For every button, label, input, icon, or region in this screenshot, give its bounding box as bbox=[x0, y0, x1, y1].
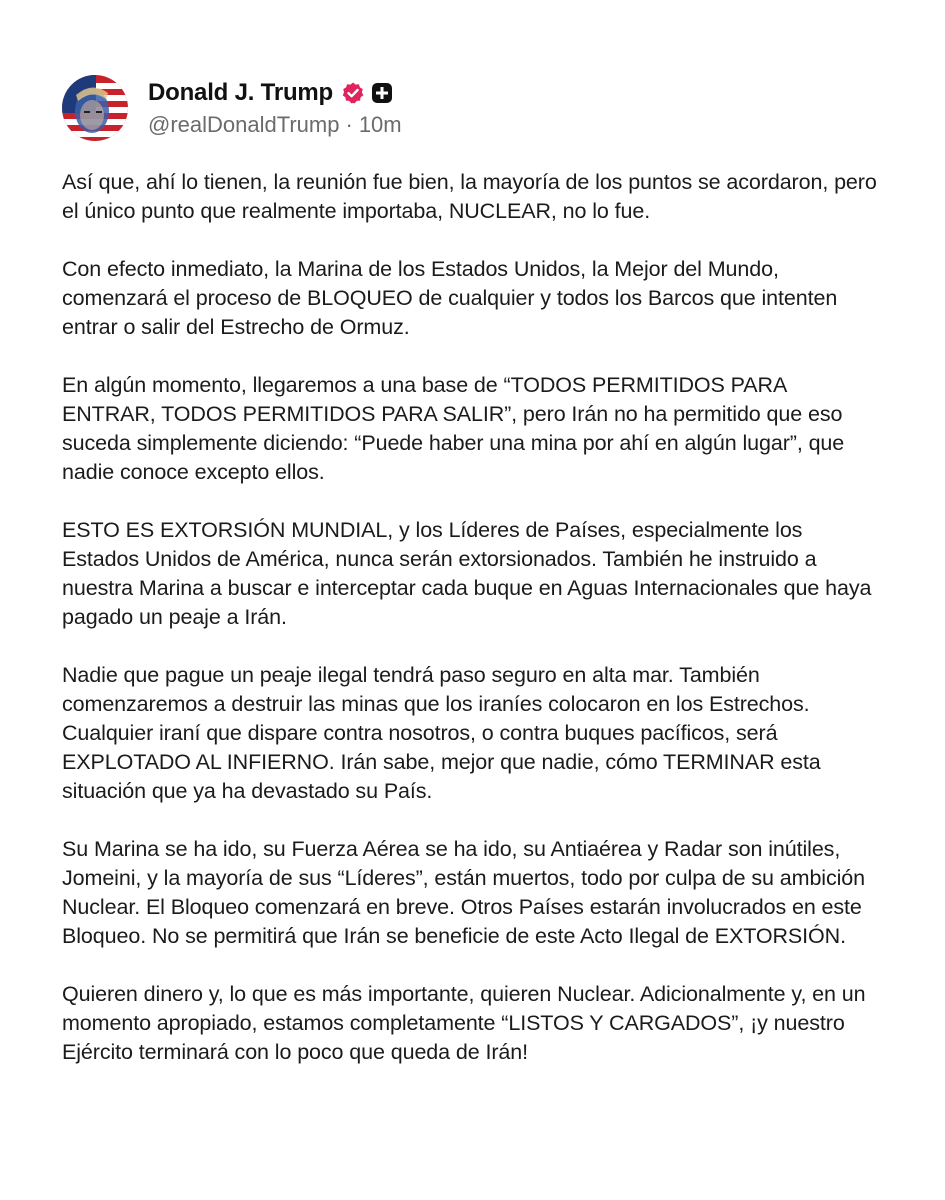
post-paragraph: En algún momento, llegaremos a una base de “TODOS PERMITIDOS PARA ENTRAR, TODOS PERMITIDOS PARA SALIR”, pero Irán no ha permitido que eso suceda simplemente diciendo: “Puede haber una mina por ahí en algún lugar”, que nadie conoce excepto ellos. bbox=[62, 373, 845, 484]
post-timestamp[interactable]: 10m bbox=[358, 112, 402, 137]
post-paragraph: Su Marina se ha ido, su Fuerza Aérea se ha ido, su Antiaérea y Radar son inútiles, Jomeini, y la mayoría de sus “Líderes”, están muertos, todo por culpa de su ambición Nuclear. El Bloqueo comenzará en breve. Otros Países estarán involucrados en este Bloqueo. No se permitirá que Irán se beneficie de este Acto Ilegal de EXTORSIÓN. bbox=[62, 837, 866, 948]
post-paragraph: Nadie que pague un peaje ilegal tendrá paso seguro en alta mar. También comenzaremos a destruir las minas que los iraníes colocaron en los Estrechos. Cualquier iraní que dispare contra nosotros, o contra buques pacíficos, será EXPLOTADO AL INFIERNO. Irán sabe, mejor que nadie, cómo TERMINAR esta situación que ya ha devastado su País. bbox=[62, 663, 821, 803]
avatar-image bbox=[62, 75, 128, 141]
post-paragraph: Quieren dinero y, lo que es más importante, quieren Nuclear. Adicionalmente y, en un momento apropiado, estamos completamente “LISTOS Y CARGADOS”, ¡y nuestro Ejército terminará con lo poco que queda de Irán! bbox=[62, 982, 866, 1064]
author-display-name[interactable]: Donald J. Trump bbox=[148, 79, 334, 106]
verified-badge-icon bbox=[341, 81, 365, 105]
author-handle[interactable]: @realDonaldTrump bbox=[148, 112, 340, 137]
author-info bbox=[148, 76, 402, 140]
name-row bbox=[148, 76, 402, 110]
post bbox=[62, 72, 882, 1096]
handle-row bbox=[148, 110, 402, 140]
avatar[interactable] bbox=[62, 75, 128, 141]
separator-dot: · bbox=[345, 112, 353, 137]
plus-square-icon bbox=[371, 82, 393, 104]
post-paragraph: Así que, ahí lo tienen, la reunión fue bien, la mayoría de los puntos se acordaron, pero el único punto que realmente importaba, NUCLEAR, no lo fue. bbox=[62, 170, 877, 223]
post-header bbox=[62, 72, 882, 144]
post-body bbox=[62, 168, 882, 1067]
post-paragraph: ESTO ES EXTORSIÓN MUNDIAL, y los Líderes de Países, especialmente los Estados Unidos de América, nunca serán extorsionados. También he instruido a nuestra Marina a buscar e interceptar cada buque en Aguas Internacionales que haya pagado un peaje a Irán. bbox=[62, 518, 872, 629]
post-paragraph: Con efecto inmediato, la Marina de los Estados Unidos, la Mejor del Mundo, comenzará el proceso de BLOQUEO de cualquier y todos los Barcos que intenten entrar o salir del Estrecho de Ormuz. bbox=[62, 257, 838, 339]
